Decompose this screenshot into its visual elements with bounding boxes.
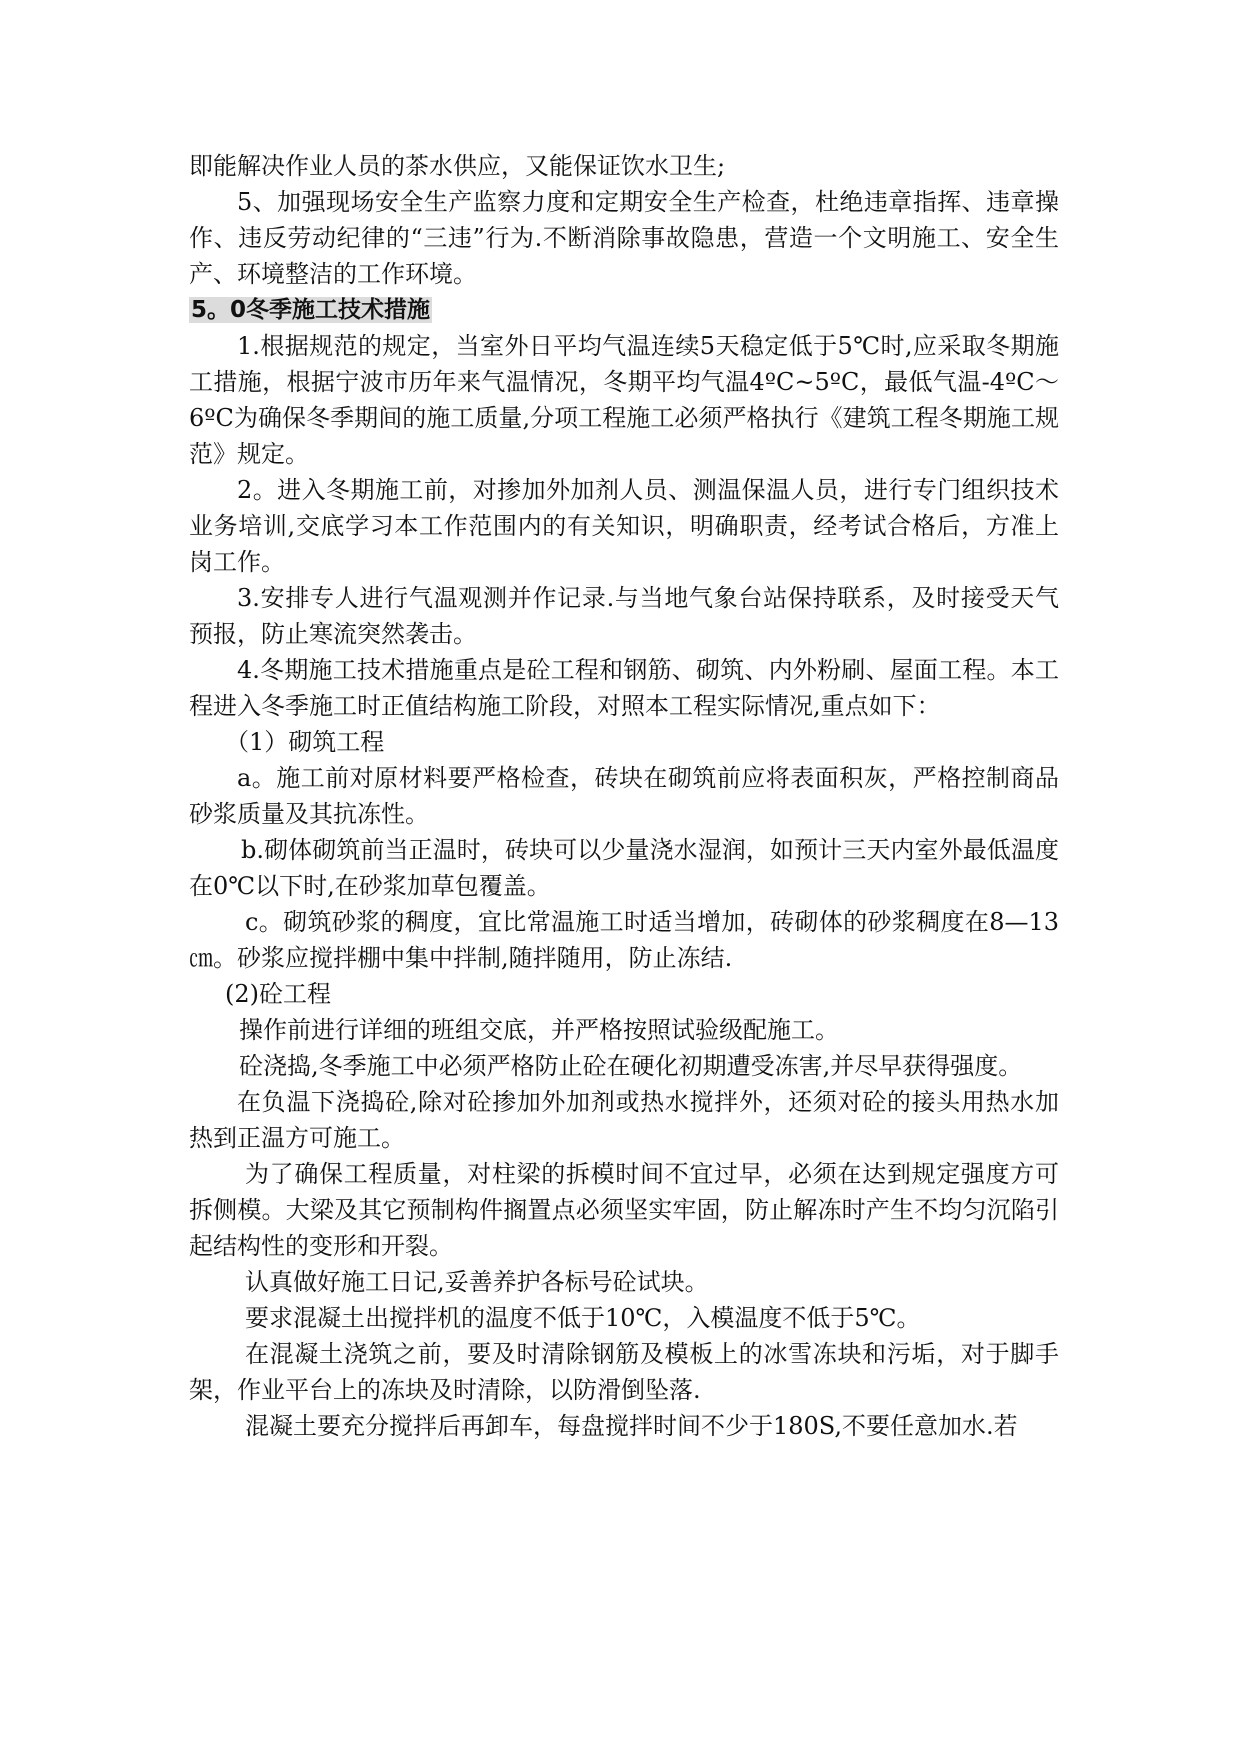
paragraph: 要求混凝土出搅拌机的温度不低于10℃，入模温度不低于5℃。 [245, 1304, 921, 1332]
paragraph: a。施工前对原材料要严格检查，砖块在砌筑前应将表面积灰，严格控制商品砂浆质量及其抗冻性。 [189, 764, 1059, 828]
section-heading [189, 292, 1059, 328]
paragraph: 为了确保工程质量，对柱梁的拆模时间不宜过早，必须在达到规定强度方可拆侧模。大梁及其它预制构件搁置点必须坚实牢固，防止解冻时产生不均匀沉陷引起结构性的变形和开裂。 [189, 1160, 1059, 1260]
paragraph: 1.根据规范的规定，当室外日平均气温连续5天稳定低于5℃时,应采取冬期施工措施，根据宁波市历年来气温情况，冬期平均气温4ºC~5ºC，最低气温-4ºC～6ºC为确保冬季期间的施工质量,分项工程施工必须严格执行《建筑工程冬期施工规范》规定。 [189, 332, 1059, 468]
paragraph: c。砌筑砂浆的稠度，宜比常温施工时适当增加，砖砌体的砂浆稠度在8—13㎝。砂浆应搅拌棚中集中拌制,随拌随用，防止冻结. [189, 908, 1059, 972]
paragraph: 混凝土要充分搅拌后再卸车，每盘搅拌时间不少于180S,不要任意加水.若 [245, 1412, 1018, 1440]
paragraph: 即能解决作业人员的茶水供应，又能保证饮水卫生; [189, 152, 726, 180]
section-heading-text: 5。0冬季施工技术措施 [191, 297, 431, 323]
paragraph: 4.冬期施工技术措施重点是砼工程和钢筋、砌筑、内外粉刷、屋面工程。本工程进入冬季施工时正值结构施工阶段，对照本工程实际情况,重点如下： [189, 656, 1059, 720]
document-body [189, 148, 1059, 1444]
paragraph: 2。进入冬期施工前，对掺加外加剂人员、测温保温人员，进行专门组织技术业务培训,交底学习本工作范围内的有关知识，明确职责，经考试合格后，方准上岗工作。 [189, 476, 1059, 576]
subheading: (2)砼工程 [225, 980, 331, 1008]
paragraph: 在负温下浇捣砼,除对砼掺加外加剂或热水搅拌外，还须对砼的接头用热水加热到正温方可施工。 [189, 1088, 1059, 1152]
paragraph: 认真做好施工日记,妥善养护各标号砼试块。 [245, 1268, 709, 1296]
subheading: （1）砌筑工程 [225, 728, 385, 756]
paragraph: 3.安排专人进行气温观测并作记录.与当地气象台站保持联系，及时接受天气预报，防止寒流突然袭击。 [189, 584, 1059, 648]
paragraph: b.砌体砌筑前当正温时，砖块可以少量浇水湿润，如预计三天内室外最低温度在0℃以下时,在砂浆加草包覆盖。 [189, 836, 1059, 900]
paragraph: 砼浇捣,冬季施工中必须严格防止砼在硬化初期遭受冻害,并尽早获得强度。 [239, 1052, 1023, 1080]
paragraph: 在混凝土浇筑之前，要及时清除钢筋及模板上的冰雪冻块和污垢，对于脚手架，作业平台上的冻块及时清除，以防滑倒坠落. [189, 1340, 1059, 1404]
paragraph: 5、加强现场安全生产监察力度和定期安全生产检查，杜绝违章指挥、违章操作、违反劳动纪律的“三违”行为.不断消除事故隐患，营造一个文明施工、安全生产、环境整洁的工作环境。 [189, 188, 1059, 288]
paragraph: 操作前进行详细的班组交底，并严格按照试验级配施工。 [239, 1016, 839, 1044]
